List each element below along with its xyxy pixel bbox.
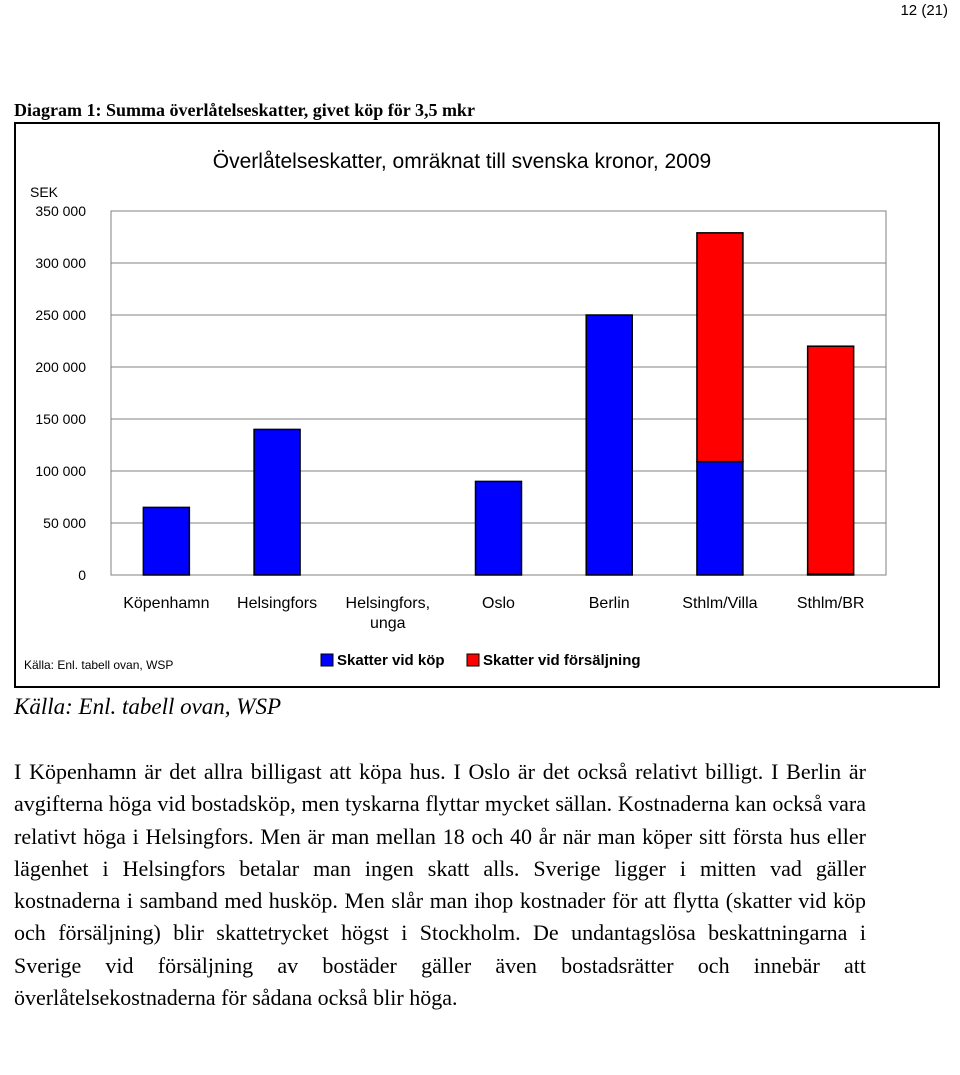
y-tick-label: 100 000 [35, 463, 86, 479]
y-tick-label: 200 000 [35, 359, 86, 375]
y-tick-label: 150 000 [35, 411, 86, 427]
legend-swatch [321, 654, 333, 666]
bar-purchase [254, 429, 300, 575]
x-tick-label: Berlin [588, 595, 630, 612]
x-tick-label: Helsingfors [237, 595, 318, 612]
bar-chart [16, 124, 938, 686]
x-tick-label: Sthlm/Villa [682, 595, 758, 612]
y-axis-label: SEK [30, 184, 59, 200]
source-caption: Källa: Enl. tabell ovan, WSP [14, 694, 282, 719]
body-paragraph: I Köpenhamn är det allra billigast att köpa hus. I Oslo är det också relativt billigt. I Berlin är avgifterna höga vid bostadsköp, men tyskarna flyttar mycket sällan. Kostnaderna kan också vara relativt höga i Helsingfors. Men är man mellan 18 och 40 år när man köper sitt första hus eller lägenhet i Helsingfors betalar man ingen skatt alls. Sverige ligger i mitten vad gäller kostnaderna i samband med husköp. Men slår man ihop kostnader för att flytta (skatter vid köp och försäljning) blir skattetrycket högst i Stockholm. De undantagslösa beskattningarna i Sverige vid försäljning av bostäder gäller även bostadsrätter och innebär att överlåtelsekostnaderna för sådana också blir höga. [14, 759, 866, 1011]
x-tick-label: Oslo [482, 595, 515, 612]
legend-label: Skatter vid försäljning [483, 652, 641, 669]
y-tick-label: 300 000 [35, 255, 86, 271]
bar-sale [697, 233, 743, 462]
bar-purchase [586, 315, 632, 575]
page-number: 12 (21) [900, 2, 948, 19]
y-tick-label: 0 [78, 567, 86, 583]
legend-label: Skatter vid köp [337, 652, 445, 669]
y-tick-label: 350 000 [35, 203, 86, 219]
x-tick-label: Köpenhamn [123, 595, 210, 612]
chart-title: Överlåtelseskatter, omräknat till svenska kronor, 2009 [212, 150, 712, 173]
bar-purchase [697, 462, 743, 575]
chart-frame [14, 122, 940, 688]
diagram-heading: Diagram 1: Summa överlåtelseskatter, givet köp för 3,5 mkr [14, 100, 475, 120]
y-tick-label: 50 000 [43, 515, 86, 531]
legend-swatch [467, 654, 479, 666]
x-tick-label: Sthlm/BR [796, 595, 865, 612]
bar-sale [808, 346, 854, 574]
x-tick-label: Helsingfors, unga [345, 595, 431, 632]
bar-purchase [476, 481, 522, 575]
y-tick-label: 250 000 [35, 307, 86, 323]
chart-source-note: Källa: Enl. tabell ovan, WSP [24, 658, 174, 672]
bar-purchase [143, 507, 189, 575]
